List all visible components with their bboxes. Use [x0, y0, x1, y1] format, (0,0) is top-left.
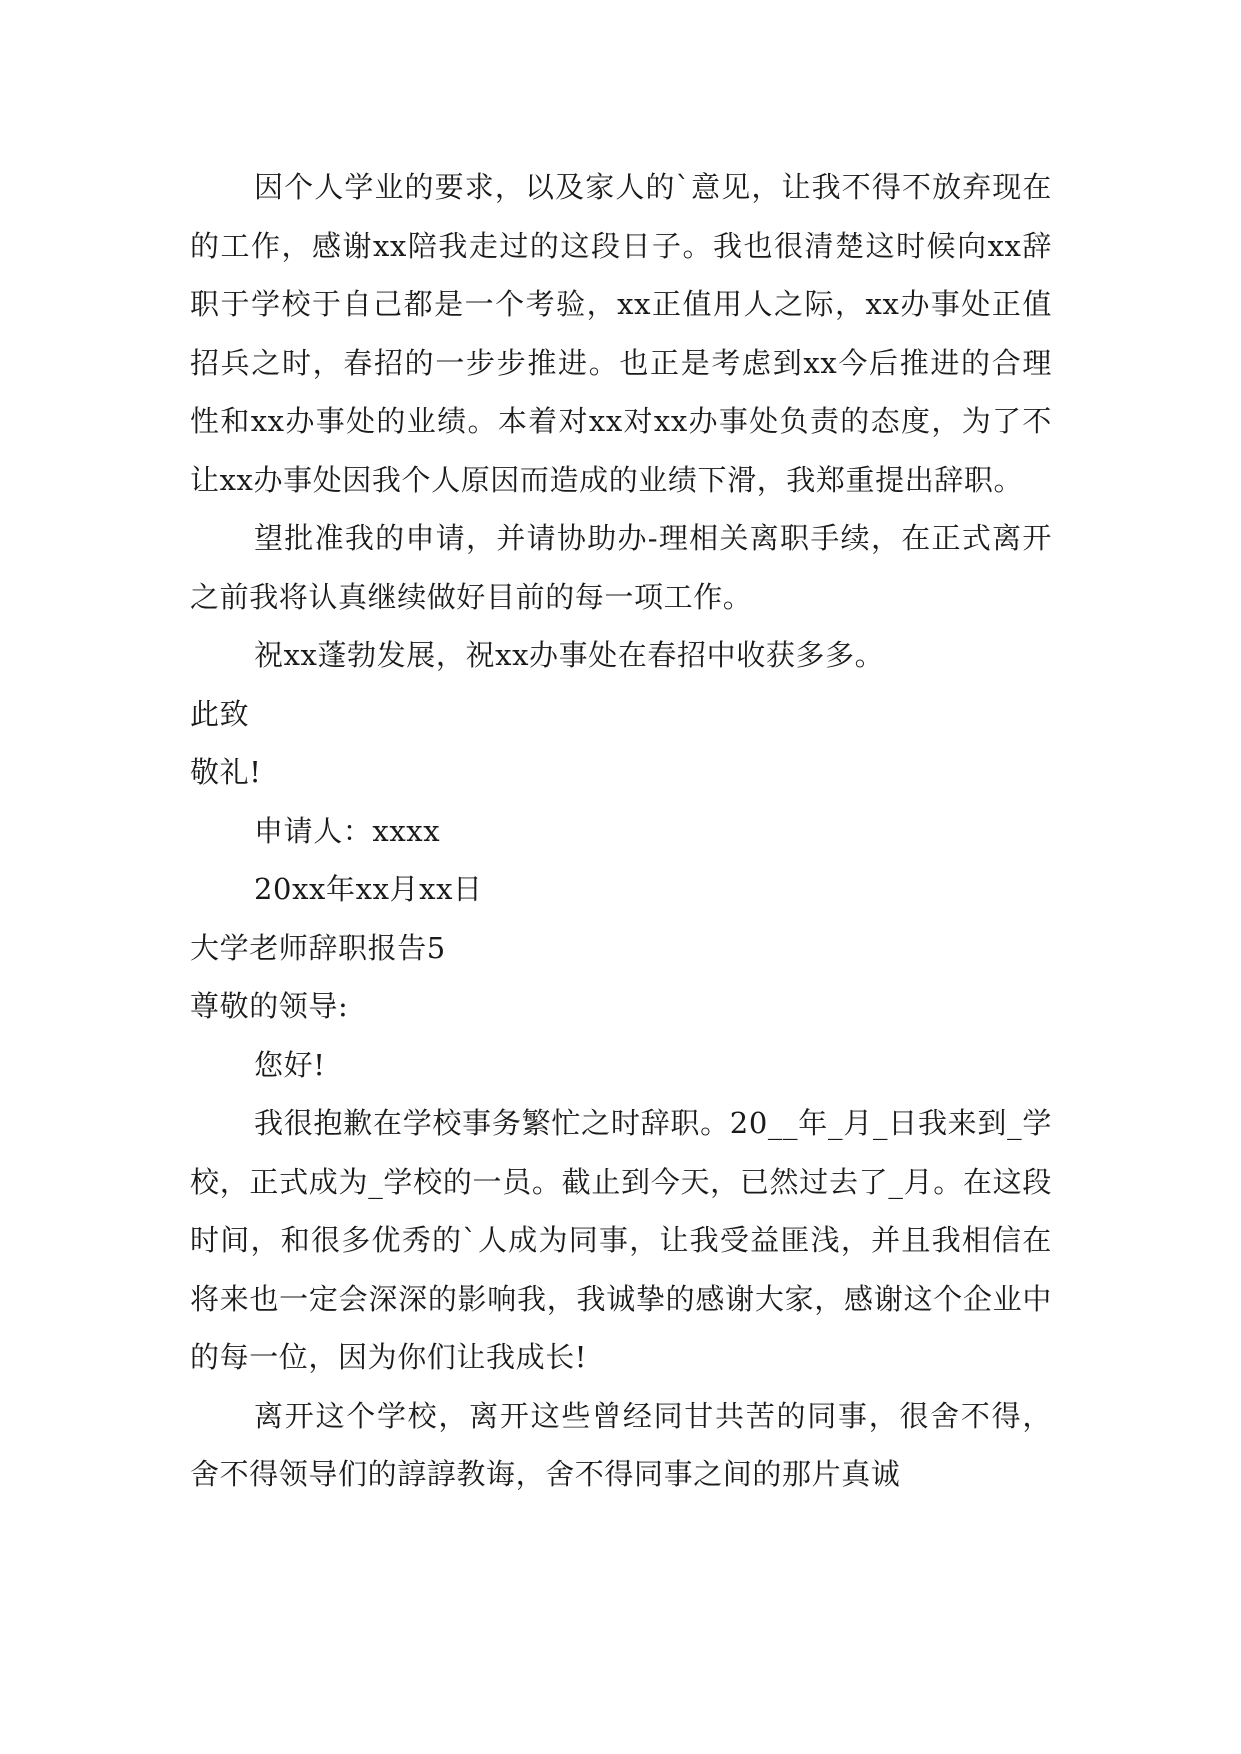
greeting: 您好! — [254, 1047, 326, 1082]
document-page — [190, 158, 1052, 1504]
date-line: 20xx年xx月xx日 — [254, 872, 483, 906]
body-paragraph: 因个人学业的要求，以及家人的`意见，让我不得不放弃现在的工作，感谢xx陪我走过的这段日子。我也很清楚这时候向xx辞职于学校于自己都是一个考验，xx正值用人之际，xx办事处正值招兵之时，春招的一步步推进。也正是考虑到xx今后推进的合理性和xx办事处的业绩。本着对xx对xx办事处负责的态度，为了不让xx办事处因我个人原因而造成的业绩下滑，我郑重提出辞职。 — [190, 170, 1052, 497]
salutation: 尊敬的领导: — [190, 989, 349, 1023]
body-paragraph: 祝xx蓬勃发展，祝xx办事处在春招中收获多多。 — [254, 638, 885, 672]
closing-line: 敬礼! — [190, 755, 262, 789]
closing-line: 此致 — [190, 696, 250, 731]
body-paragraph: 望批准我的申请，并请协助办-理相关离职手续，在正式离开之前我将认真继续做好目前的每一项工作。 — [190, 521, 1052, 614]
body-paragraph: 离开这个学校，离开这些曾经同甘共苦的同事，很舍不得，舍不得领导们的諄諄教诲，舍不得同事之间的那片真诚 — [190, 1398, 1052, 1491]
applicant-line: 申请人：xxxx — [254, 813, 441, 848]
section-title: 大学老师辞职报告5 — [190, 930, 446, 965]
body-paragraph: 我很抱歉在学校事务繁忙之时辞职。20__年_月_日我来到_学校，正式成为_学校的一员。截止到今天，已然过去了_月。在这段时间，和很多优秀的`人成为同事，让我受益匪浅，并且我相信在将来也一定会深深的影响我，我诚挚的感谢大家，感谢这个企业中的每一位，因为你们让我成长! — [190, 1106, 1052, 1374]
